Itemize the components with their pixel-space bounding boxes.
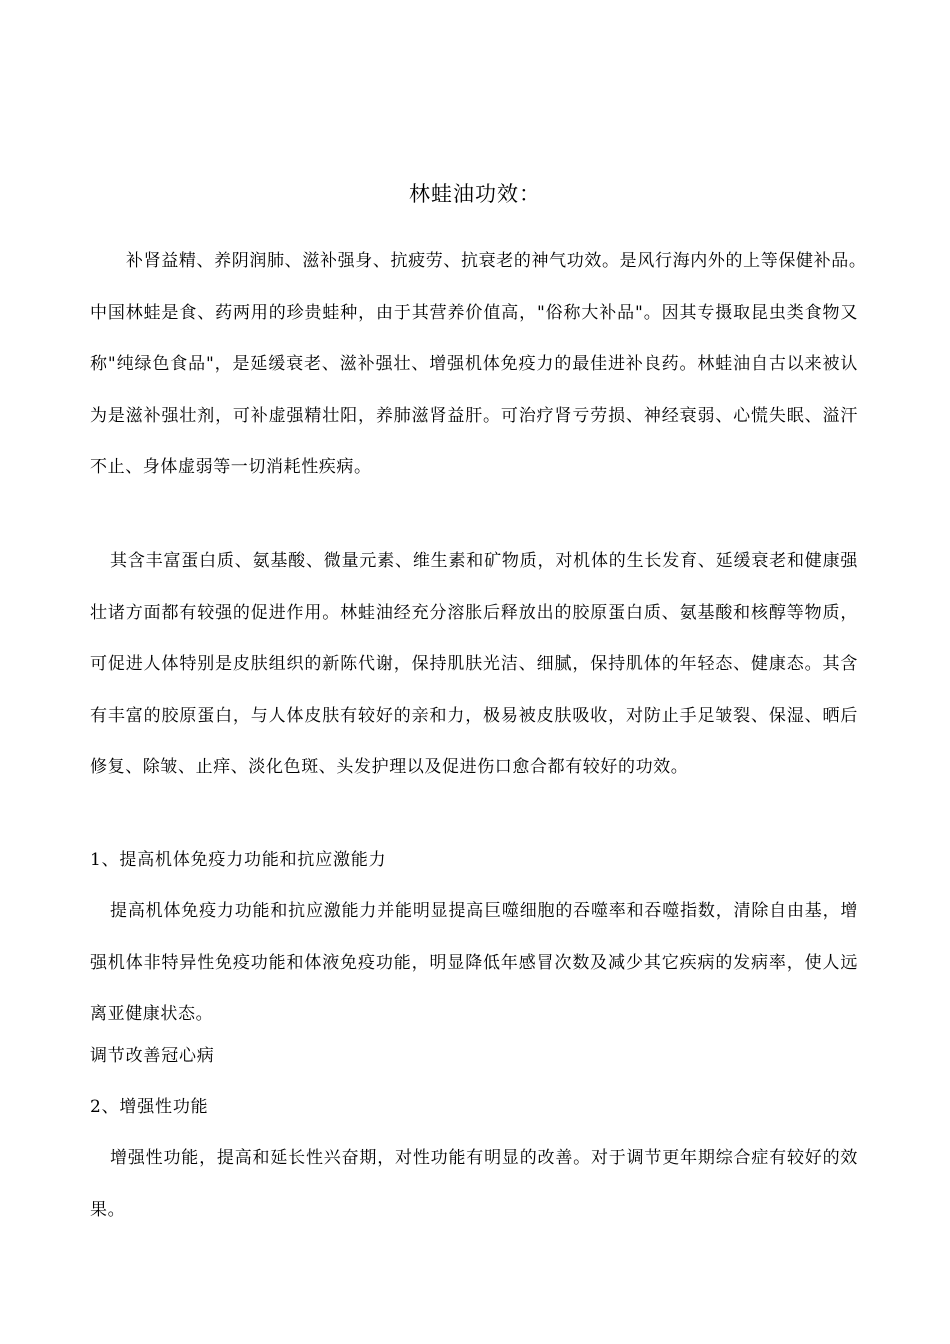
paragraph-function: 增强性功能，提高和延长性兴奋期，对性功能有明显的改善。对于调节更年期综合症有较好的效果。 [90,1148,858,1220]
paragraph-intro: 补肾益精、养阴润肺、滋补强身、抗疲劳、抗衰老的神气功效。是风行海内外的上等保健补品。 中国林蛙是食、药两用的珍贵蛙种，由于其营养价值高，"俗称大补品"。因其专摄取昆虫类食物又称"纯绿色食品"，是延缓衰老、滋补强壮、增强机体免疫力的最佳进补良药。林蛙油自古以来被认为是滋补强壮剂，可补虚强精壮阳，养肺滋肾益肝。可治疗肾亏劳损、神经衰弱、心慌失眠、溢汗不止、身体虚弱等一切消耗性疾病。 [90,251,876,478]
section-heading-function: 2、增强性功能 [90,1097,209,1117]
document-title: 林蛙油功效： [409,182,541,206]
section-heading-immunity: 1、提高机体免疫力功能和抗应激能力 [90,850,387,870]
paragraph-nutrients: 其含丰富蛋白质、氨基酸、微量元素、维生素和矿物质，对机体的生长发育、延缓衰老和健康强壮诸方面都有较强的促进作用。林蛙油经充分溶胀后释放出的胶原蛋白质、氨基酸和核醇等物质，可促进人体特别是皮肤组织的新陈代谢，保持肌肤光洁、细腻，保持肌体的年轻态、健康态。其含有丰富的胶原蛋白，与人体皮肤有较好的亲和力，极易被皮肤吸收，对防止手足皱裂、保湿、晒后修复、除皱、止痒、淡化色斑、头发护理以及促进伤口愈合都有较好的功效。 [90,551,858,778]
line-cardio: 调节改善冠心病 [90,1046,215,1066]
paragraph-immunity: 提高机体免疫力功能和抗应激能力并能明显提高巨噬细胞的吞噬率和吞噬指数，清除自由基，增强机体非特异性免疫功能和体液免疫功能，明显降低年感冒次数及减少其它疾病的发病率，使人远离亚健康状态。 [90,901,858,1025]
